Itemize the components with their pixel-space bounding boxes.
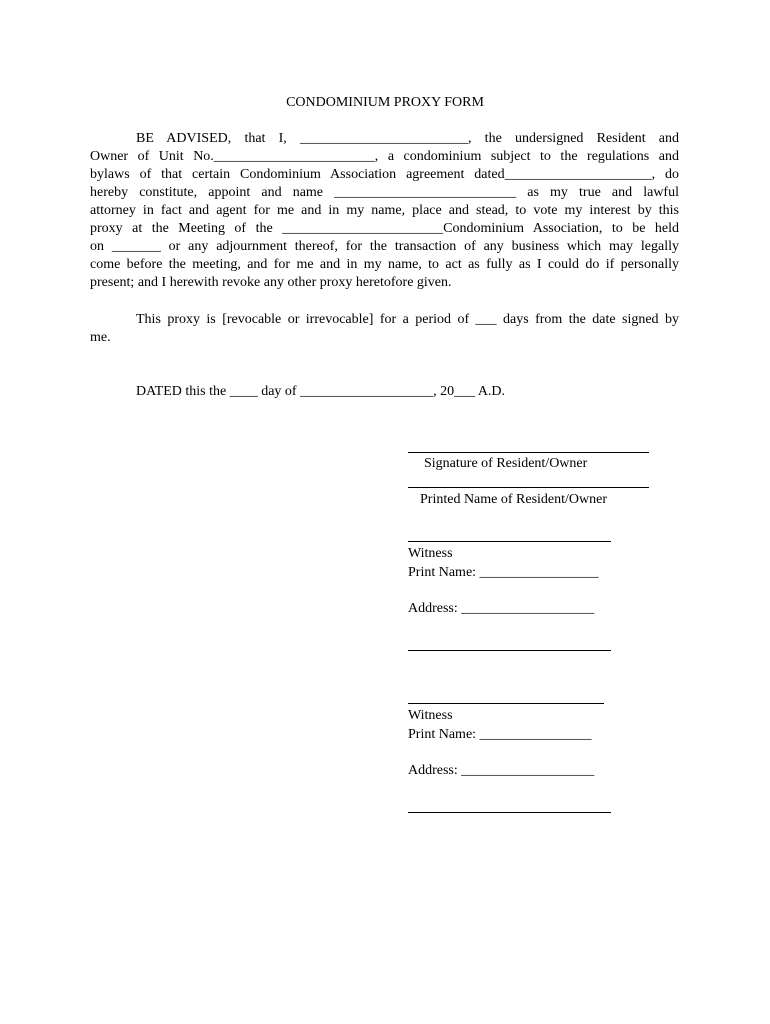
signature-label: Signature of Resident/Owner [424, 456, 588, 471]
printed-name-label: Printed Name of Resident/Owner [420, 492, 608, 507]
proxy-line: This proxy is [revocable or irrevocable] for a period of ___ days from the date signed by [136, 312, 679, 327]
witness-1-label: Witness [408, 546, 453, 561]
body-line: BE ADVISED, that I, ________________________, the undersigned Resident and [136, 131, 679, 146]
witness-2-rule [408, 703, 604, 704]
signature-rule [408, 452, 649, 453]
witness-1-address: Address: ___________________ [408, 601, 595, 616]
witness-1-rule [408, 541, 611, 542]
body-paragraph [90, 130, 679, 292]
body-line: come before the meeting, and for me and in my name, to act as fully as I could do if personally [90, 257, 679, 272]
body-line: hereby constitute, appoint and name __________________________ as my true and lawful [90, 185, 679, 200]
document-title: CONDOMINIUM PROXY FORM [286, 95, 484, 110]
body-line: Owner of Unit No._______________________, a condominium subject to the regulations and [90, 149, 679, 164]
printed-name-rule [408, 487, 649, 488]
witness-1-address-rule [408, 650, 611, 651]
proxy-line: me. [90, 330, 111, 345]
witness-2-address-rule [408, 812, 611, 813]
proxy-period-paragraph [90, 311, 679, 347]
body-line: present; and I herewith revoke any other proxy heretofore given. [90, 275, 452, 290]
witness-2-address: Address: ___________________ [408, 763, 595, 778]
witness-1-print-name: Print Name: _________________ [408, 565, 599, 580]
body-line: on _______ or any adjournment thereof, for the transaction of any business which may legally [90, 239, 679, 254]
witness-2-label: Witness [408, 708, 453, 723]
body-line: proxy at the Meeting of the _______________________Condominium Association, to be held [90, 221, 679, 236]
body-line: bylaws of that certain Condominium Association agreement dated_____________________, do [90, 167, 679, 182]
body-line: attorney in fact and agent for me and in my name, place and stead, to vote my interest by this [90, 203, 679, 218]
witness-2-print-name: Print Name: ________________ [408, 727, 592, 742]
dated-line: DATED this the ____ day of ___________________, 20___ A.D. [136, 384, 506, 399]
